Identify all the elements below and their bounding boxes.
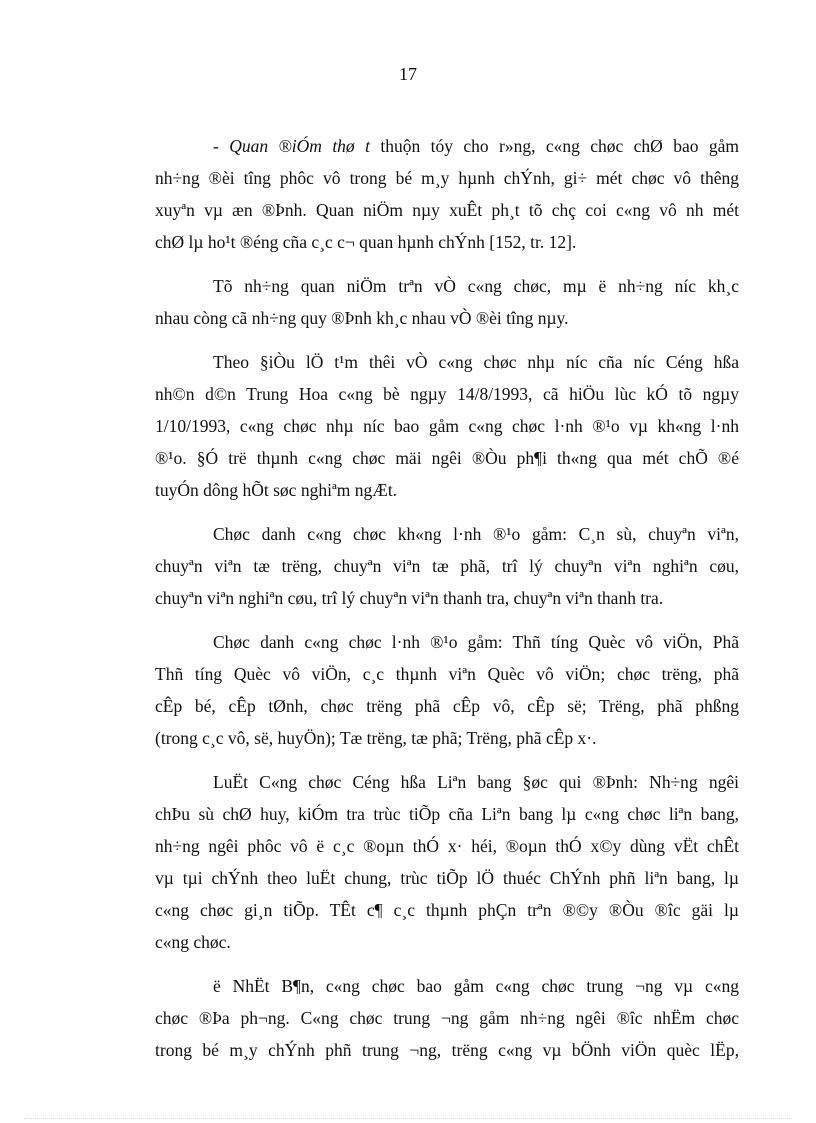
paragraph: [155, 130, 739, 258]
text-line: Chøc danh c«ng chøc l·nh ®¹o gåm: Thñ tíng Quèc vô viÖn, Phã: [213, 632, 739, 652]
text-line: ë NhËt B¶n, c«ng chøc bao gåm c«ng chøc trung ¬ng vµ c«ng: [213, 976, 739, 996]
paragraph: [155, 518, 739, 614]
paragraph: [155, 626, 739, 754]
text-line: nh©n d©n Trung Hoa c«ng bè ngµy 14/8/1993, cã hiÖu lùc kÓ tõ ngµy: [155, 384, 739, 404]
text-line: c«ng chøc gi¸n tiÕp. TÊt c¶ c¸c thµnh phÇn trªn ®©y ®Òu ®îc gäi lµ: [155, 900, 739, 920]
text-line: nh÷ng ®èi tîng phôc vô trong bé m¸y hµnh chÝnh, gi÷ mét chøc vô thêng: [155, 168, 739, 188]
text-line: ®¹o. §Ó trë thµnh c«ng chøc mäi ngêi ®Òu ph¶i th«ng qua mét chÕ ®é: [155, 448, 739, 468]
page-bottom-divider: [24, 1118, 792, 1119]
text-line: chøc ®Þa ph¬ng. C«ng chøc trung ¬ng gåm nh÷ng ngêi ®îc nhËm chøc: [155, 1008, 739, 1028]
document-body: [155, 130, 739, 1078]
text-line: trong bé m¸y chÝnh phñ trung ¬ng, trëng c«ng vµ bÖnh viÖn quèc lËp,: [155, 1040, 739, 1060]
text-line: chÞu sù chØ huy, kiÓm tra trùc tiÕp cña Liªn bang lµ c«ng chøc liªn bang,: [155, 804, 739, 824]
text-line: cÊp bé, cÊp tØnh, chøc trëng phã cÊp vô, cÊp së; Trëng, phã phßng: [155, 696, 739, 716]
text-line: c«ng chøc.: [155, 932, 231, 952]
paragraph: [155, 766, 739, 958]
paragraph: [155, 346, 739, 506]
text-line: vµ tµi chÝnh theo luËt chung, trùc tiÕp lÖ thuéc ChÝnh phñ liªn bang, lµ: [155, 868, 739, 888]
text-line: (trong c¸c vô, së, huyÖn); Tæ trëng, tæ phã; Trëng, phã cÊp x·.: [155, 728, 597, 748]
text-line: Thñ tíng Quèc vô viÖn, c¸c thµnh viªn Quèc vô viÖn; chøc trëng, phã: [155, 664, 739, 684]
text-line: xuyªn vµ æn ®Þnh. Quan niÖm nµy xuÊt ph¸t tõ chç coi c«ng vô nh mét: [155, 200, 739, 220]
paragraph: [155, 270, 739, 334]
text-line: tuyÓn dông hÕt søc nghiªm ngÆt.: [155, 480, 398, 500]
text-line: chØ lµ ho¹t ®éng cña c¸c c¬ quan hµnh chÝnh [152, tr. 12].: [155, 232, 577, 252]
text-line: [155, 130, 739, 162]
text-line: chuyªn viªn tæ trëng, chuyªn viªn tæ phã, trî lý chuyªn viªn nghiªn cøu,: [155, 556, 739, 576]
text-line: chuyªn viªn nghiªn cøu, trî lý chuyªn viªn thanh tra, chuyªn viªn thanh tra.: [155, 588, 664, 608]
text-line: 1/10/1993, c«ng chøc nhµ níc bao gåm c«ng chøc l·nh ®¹o vµ kh«ng l·nh: [155, 416, 739, 436]
text-line: Chøc danh c«ng chøc kh«ng l·nh ®¹o gåm: C¸n sù, chuyªn viªn,: [213, 524, 739, 544]
text-line: nhau còng cã nh÷ng quy ®Þnh kh¸c nhau vÒ ®èi tîng nµy.: [155, 308, 569, 328]
paragraph: [155, 970, 739, 1066]
text-line: LuËt C«ng chøc Céng hßa Liªn bang §øc qui ®Þnh: Nh÷ng ngêi: [213, 772, 739, 792]
italic-term: Quan ®iÓm thø t: [229, 136, 370, 156]
text-line: Theo §iÒu lÖ t¹m thêi vÒ c«ng chøc nhµ níc cña níc Céng hßa: [213, 352, 739, 372]
page-number: 17: [399, 64, 417, 84]
text-run: -: [213, 136, 230, 156]
text-line: nh÷ng ngêi phôc vô ë c¸c ®oµn thÓ x· héi, ®oµn thÓ x©y dùng vËt chÊt: [155, 836, 739, 856]
text-run: thuộn tóy cho r»ng, c«ng chøc chØ bao gåm: [369, 136, 739, 156]
text-line: Tõ nh÷ng quan niÖm trªn vÒ c«ng chøc, mµ ë nh÷ng níc kh¸c: [213, 276, 739, 296]
